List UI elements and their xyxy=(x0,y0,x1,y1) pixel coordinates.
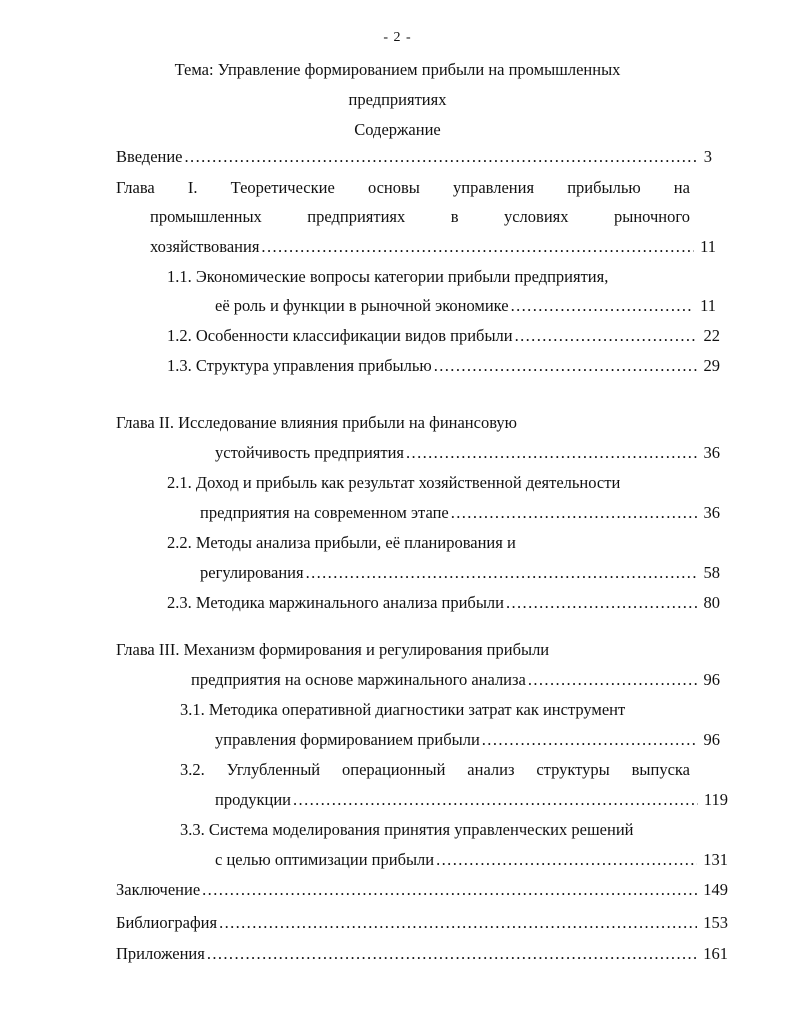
toc-section-1-3 xyxy=(167,356,720,378)
toc-entry-text: Введение xyxy=(116,147,183,166)
toc-entry-text: 1.3. Структура управления прибылью xyxy=(167,356,432,375)
toc-section-3-1-line2 xyxy=(215,730,720,752)
toc-page-number: 80 xyxy=(703,593,720,612)
word: выпуска xyxy=(631,760,690,779)
word: промышленных xyxy=(150,207,262,226)
word: I. xyxy=(187,178,198,197)
toc-entry-text: предприятия на основе маржинального анализа xyxy=(191,670,526,689)
dot-leader xyxy=(506,593,698,613)
toc-entry-text: с целью оптимизации прибыли xyxy=(215,850,435,869)
toc-entry-conclusion xyxy=(116,880,728,902)
word: рыночного xyxy=(613,207,690,226)
word: управления xyxy=(453,178,535,197)
toc-entry-text: предприятия на современном этапе xyxy=(200,503,449,522)
toc-page-number: 58 xyxy=(703,563,720,582)
toc-chapter1-line3 xyxy=(150,237,716,259)
toc-section-3-3-line2 xyxy=(215,850,728,872)
word: прибылью xyxy=(567,178,641,197)
toc-entry-text: 2.3. Методика маржинального анализа прибыли xyxy=(167,593,504,612)
dot-leader xyxy=(207,944,697,964)
dot-leader xyxy=(202,880,697,900)
dot-leader xyxy=(185,147,698,167)
topic-line-1: Тема: Управление формированием прибыли на промышленных xyxy=(174,60,621,79)
toc-section-2-1-line2 xyxy=(200,503,720,525)
toc-entry-bibliography xyxy=(116,913,728,935)
dot-leader xyxy=(482,730,698,750)
word: на xyxy=(673,178,690,197)
toc-section-2-2-line1: 2.2. Методы анализа прибыли, её планирования и xyxy=(167,533,516,552)
word: Глава xyxy=(116,178,155,197)
toc-page-number: 131 xyxy=(703,850,728,869)
dot-leader xyxy=(434,356,698,376)
dot-leader xyxy=(219,913,697,933)
toc-section-2-2-line2 xyxy=(200,563,720,585)
toc-page-number: 11 xyxy=(700,296,716,315)
toc-entry-text: устойчивость предприятия xyxy=(215,443,405,462)
topic-line-2: предприятиях xyxy=(348,90,447,109)
toc-entry-text: хозяйствования xyxy=(150,237,260,256)
toc-entry-text: Библиография xyxy=(116,913,218,932)
toc-chapter1-line2 xyxy=(150,207,690,227)
toc-section-1-1-line1: 1.1. Экономические вопросы категории прибыли предприятия, xyxy=(167,267,609,286)
toc-chapter3-line1: Глава III. Механизм формирования и регулирования прибыли xyxy=(116,640,550,659)
toc-entry-text: её роль и функции в рыночной экономике xyxy=(215,296,509,315)
toc-entry-intro xyxy=(116,147,712,169)
page-number: - 2 - xyxy=(383,30,412,45)
word: структуры xyxy=(536,760,610,779)
dot-leader xyxy=(406,443,697,463)
toc-entry-appendices xyxy=(116,944,728,966)
toc-entry-text: управления формированием прибыли xyxy=(215,730,480,749)
dot-leader xyxy=(261,237,694,257)
toc-chapter2-line1: Глава II. Исследование влияния прибыли на финансовую xyxy=(116,413,518,432)
dot-leader xyxy=(528,670,698,690)
toc-section-3-2-line1 xyxy=(180,760,690,780)
toc-page-number: 22 xyxy=(703,326,720,345)
toc-page-number: 149 xyxy=(703,880,728,899)
word: основы xyxy=(367,178,420,197)
toc-page-number: 36 xyxy=(703,443,720,462)
word: условиях xyxy=(503,207,569,226)
toc-page-number: 153 xyxy=(703,913,728,932)
toc-section-3-3-line1: 3.3. Система моделирования принятия управленческих решений xyxy=(180,820,634,839)
word: предприятиях xyxy=(307,207,406,226)
toc-section-1-1-line2 xyxy=(215,296,716,318)
toc-page-number: 3 xyxy=(703,147,712,166)
toc-chapter3-line2 xyxy=(191,670,720,692)
word: Углубленный xyxy=(226,760,321,779)
word: операционный xyxy=(341,760,446,779)
toc-chapter1-line1 xyxy=(116,178,690,198)
toc-chapter2-line2 xyxy=(215,443,720,465)
contents-heading: Содержание xyxy=(354,120,441,139)
toc-section-3-2-line2 xyxy=(215,790,728,812)
toc-page-number: 96 xyxy=(703,730,720,749)
toc-section-3-1-line1: 3.1. Методика оперативной диагностики затрат как инструмент xyxy=(180,700,626,719)
word: 3.2. xyxy=(180,760,205,779)
toc-entry-text: Заключение xyxy=(116,880,201,899)
word: в xyxy=(450,207,459,226)
toc-section-2-3 xyxy=(167,593,720,615)
toc-section-2-1-line1: 2.1. Доход и прибыль как результат хозяйственной деятельности xyxy=(167,473,621,492)
toc-page-number: 29 xyxy=(703,356,720,375)
toc-entry-text: продукции xyxy=(215,790,292,809)
word: анализ xyxy=(467,760,515,779)
dot-leader xyxy=(436,850,697,870)
dot-leader xyxy=(306,563,698,583)
toc-entry-text: 1.2. Особенности классификации видов прибыли xyxy=(167,326,513,345)
toc-page-number: 36 xyxy=(703,503,720,522)
toc-page-number: 161 xyxy=(703,944,728,963)
toc-entry-text: регулирования xyxy=(200,563,304,582)
toc-page-number: 11 xyxy=(700,237,716,256)
word: Теоретические xyxy=(230,178,335,197)
toc-section-1-2 xyxy=(167,326,720,348)
toc-page-number: 96 xyxy=(703,670,720,689)
dot-leader xyxy=(451,503,698,523)
toc-entry-text: Приложения xyxy=(116,944,205,963)
toc-page-number: 119 xyxy=(703,790,728,809)
dot-leader xyxy=(293,790,698,810)
dot-leader xyxy=(515,326,698,346)
dot-leader xyxy=(511,296,695,316)
